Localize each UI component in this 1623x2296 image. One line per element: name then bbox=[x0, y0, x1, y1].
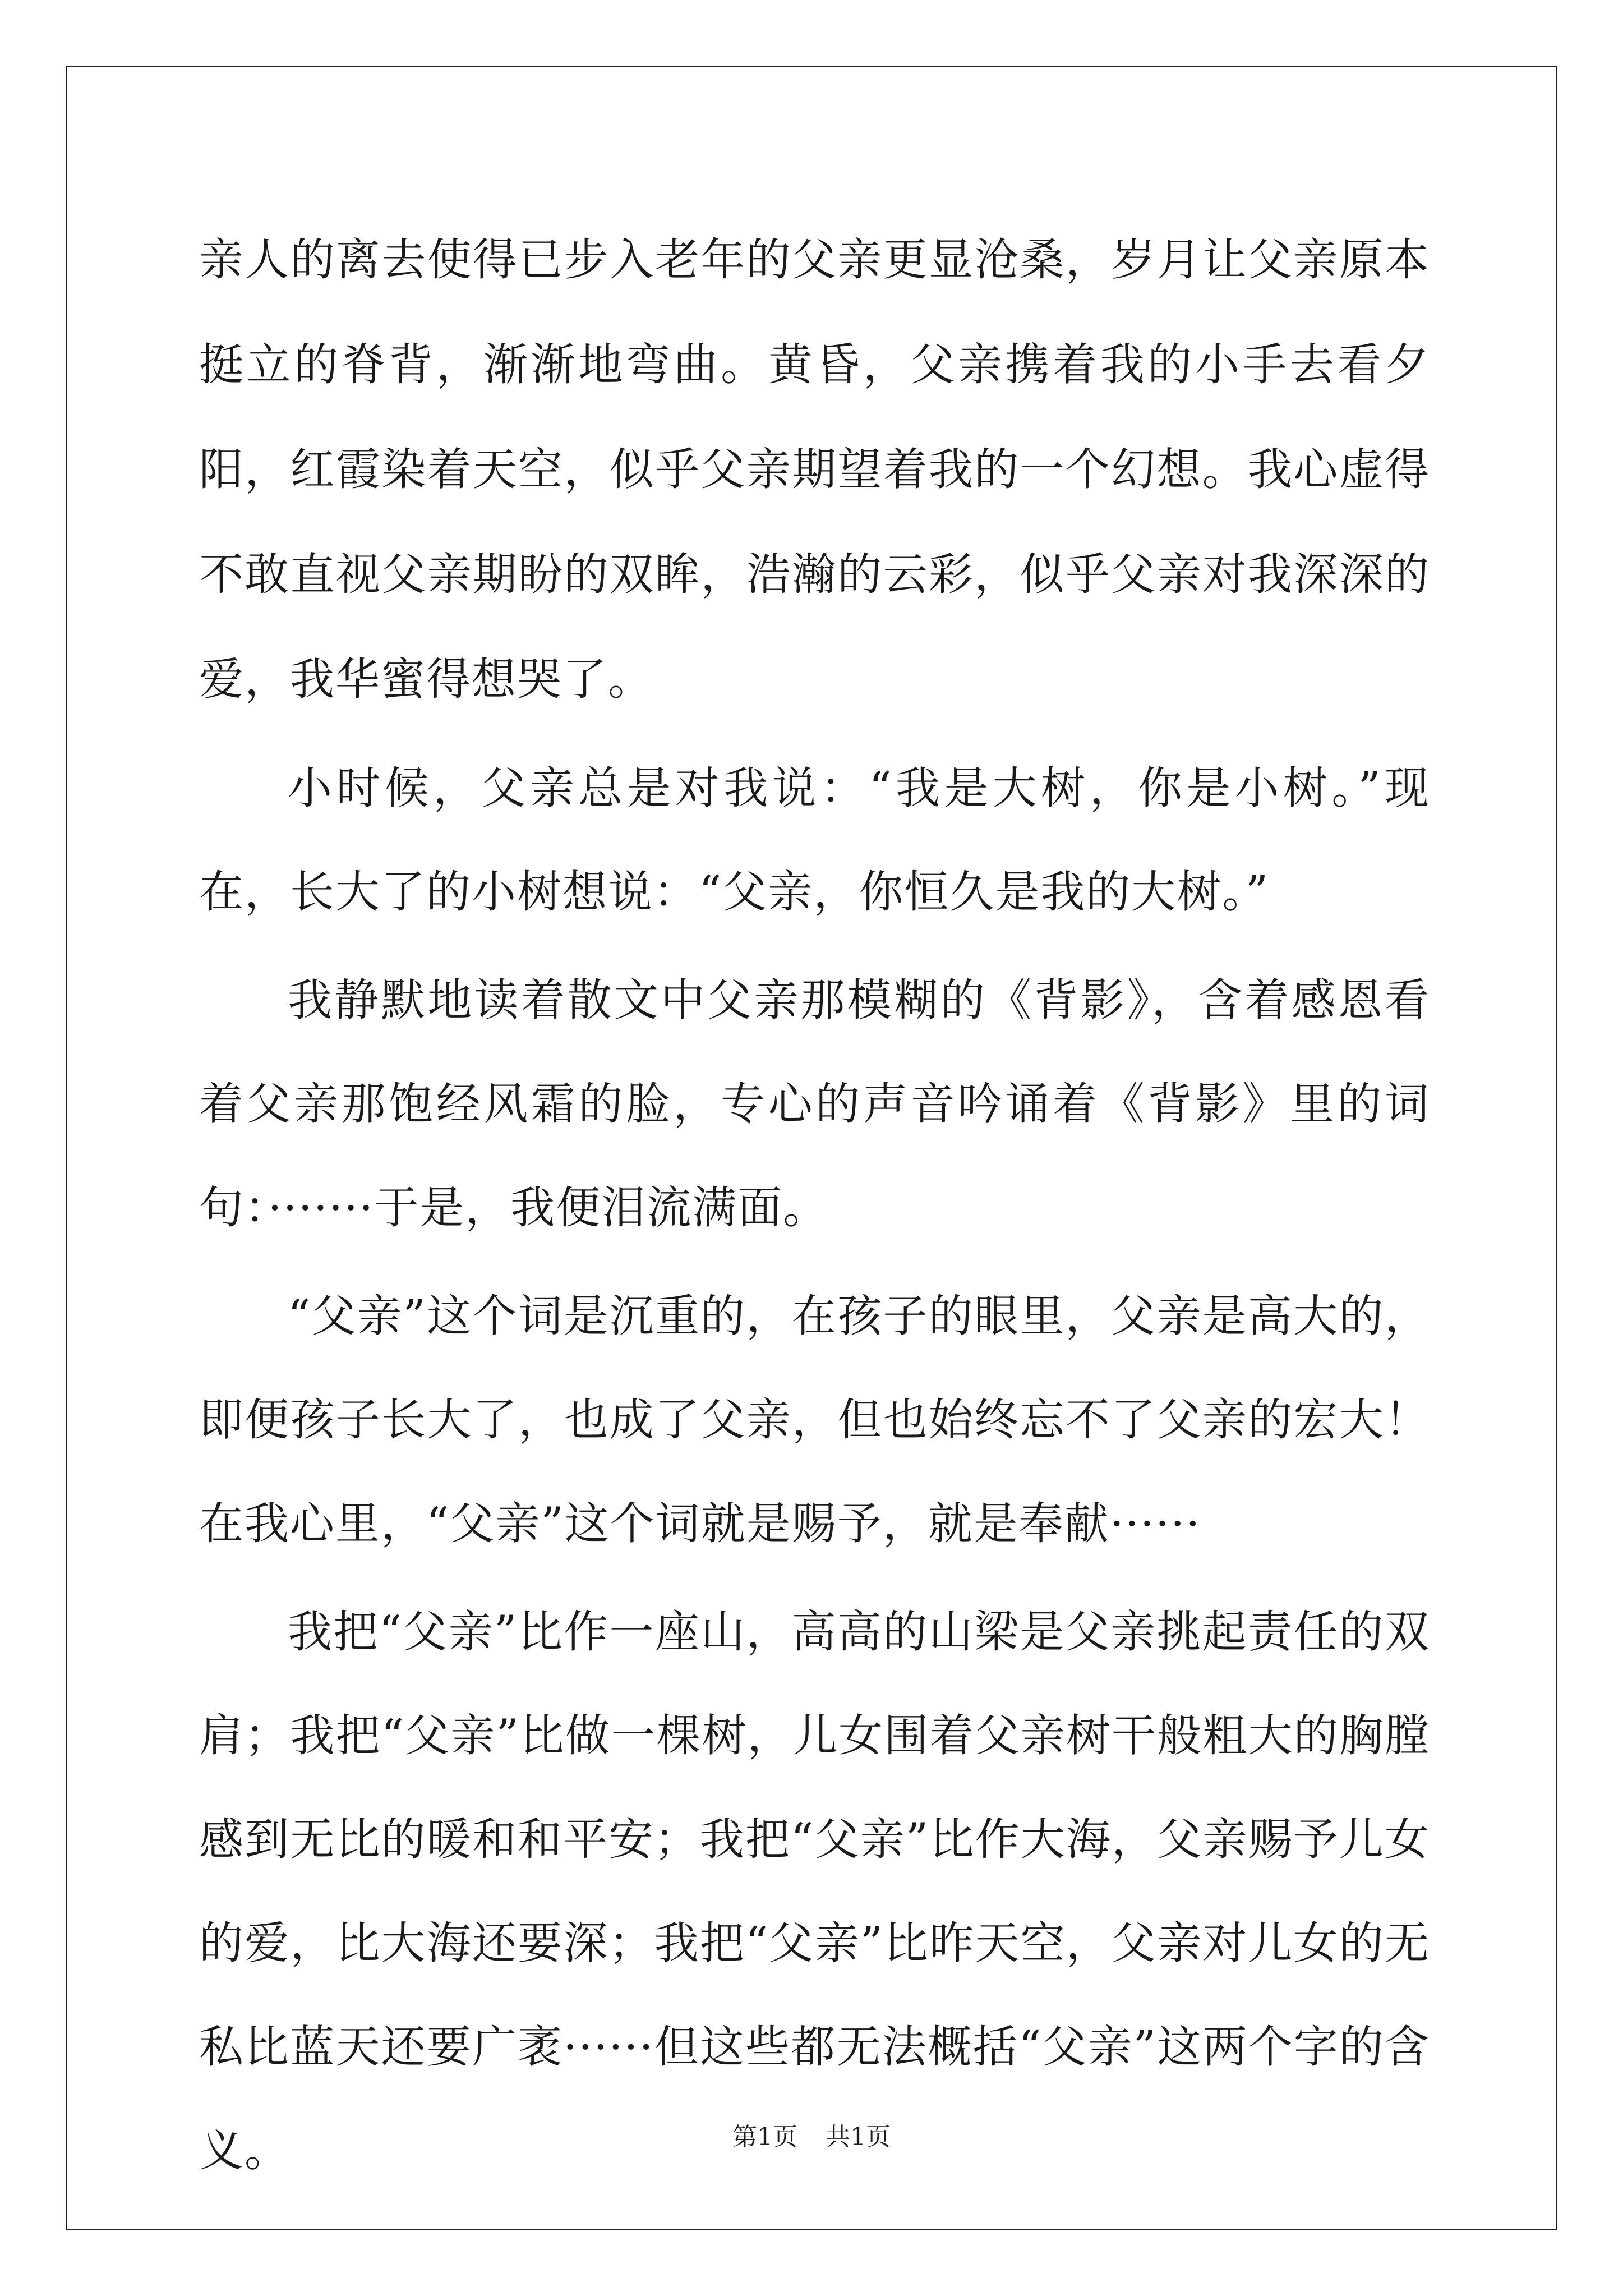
paragraph-1: 亲人的离去使得已步入老年的父亲更显沧桑，岁月让父亲原本挺立的脊背，渐渐地弯曲。黄昏，父亲携着我的小手去看夕阳，红霞染着天空，似乎父亲期望着我的一个幻想。我心虚得不敢直视父亲期盼的双眸，浩瀚的云彩，似乎父亲对我深深的爱，我华蜜得想哭了。 bbox=[199, 234, 1430, 705]
document-body bbox=[199, 208, 1430, 2203]
paragraph-4: “父亲”这个词是沉重的，在孩子的眼里，父亲是高大的，即便孩子长大了，也成了父亲，但也始终忘不了父亲的宏大！在我心里，“父亲”这个词就是赐予，就是奉献······ bbox=[199, 1290, 1430, 1549]
paragraph-3: 我静默地读着散文中父亲那模糊的《背影》，含着感恩看着父亲那饱经风霜的脸，专心的声音吟诵着《背影》里的词句：·······于是，我便泪流满面。 bbox=[199, 974, 1430, 1234]
paragraph-2: 小时候，父亲总是对我说：“我是大树，你是小树。”现在，长大了的小树想说：“父亲，你恒久是我的大树。” bbox=[199, 762, 1430, 918]
page-number: 第1页 bbox=[732, 2123, 797, 2151]
page-footer bbox=[0, 2120, 1623, 2154]
page-total: 共1页 bbox=[826, 2123, 891, 2151]
paragraph-5: 我把“父亲”比作一座山，高高的山梁是父亲挑起责任的双肩；我把“父亲”比做一棵树，儿女围着父亲树干般粗大的胸膛感到无比的暖和和平安；我把“父亲”比作大海，父亲赐予儿女的爱，比大海还要深；我把“父亲”比昨天空，父亲对儿女的无私比蓝天还要广袤······但这些都无法概括“父亲”这两个字的含义。 bbox=[199, 1606, 1430, 2177]
